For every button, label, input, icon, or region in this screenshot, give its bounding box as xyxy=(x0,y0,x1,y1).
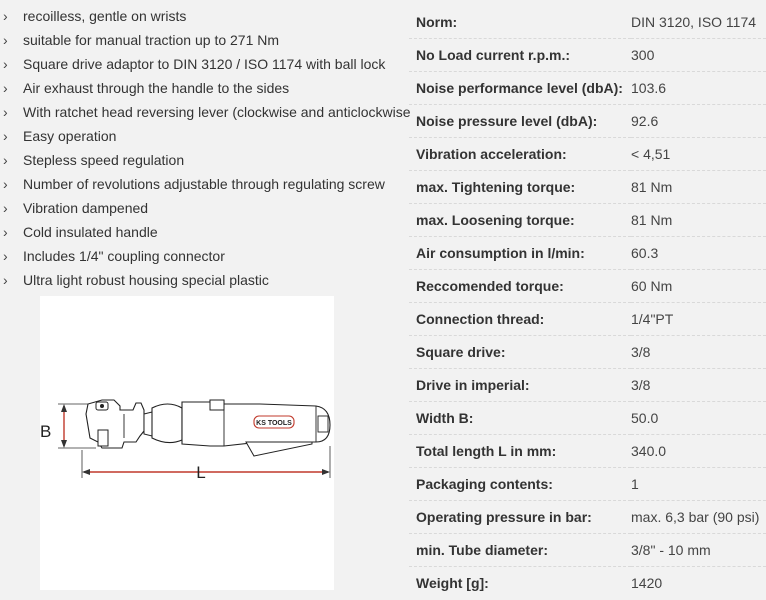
spec-label: Reccomended torque: xyxy=(409,270,631,303)
feature-text: With ratchet head reversing lever (clockwise and anticlockwise xyxy=(23,104,411,120)
spec-value: 340.0 xyxy=(631,435,766,468)
spec-label: Vibration acceleration: xyxy=(409,138,631,171)
chevron-right-icon: › xyxy=(3,104,8,120)
feature-text: Vibration dampened xyxy=(23,200,149,216)
table-row xyxy=(409,501,766,534)
spec-label: No Load current r.p.m.: xyxy=(409,39,631,72)
list-item xyxy=(0,76,412,100)
spec-label: Weight [g]: xyxy=(416,575,489,591)
spec-value: 50.0 xyxy=(631,402,766,435)
feature-text: Ultra light robust housing special plastic xyxy=(23,272,269,288)
spec-label: Total length L in mm: xyxy=(409,435,631,468)
spec-label: Noise performance level (dbA): xyxy=(409,72,631,105)
ratchet-head-outline xyxy=(86,400,144,448)
table-row xyxy=(409,138,766,171)
list-item xyxy=(0,268,412,292)
spec-label: Drive in imperial: xyxy=(409,369,631,402)
dimension-l-label: L xyxy=(196,463,206,482)
spec-value: 1420 xyxy=(631,575,663,591)
feature-text: suitable for manual traction up to 271 Nm xyxy=(23,32,280,48)
dimension-l-arrow-right xyxy=(322,469,330,475)
throttle-collar xyxy=(210,400,224,410)
chevron-right-icon: › xyxy=(3,200,8,216)
table-row xyxy=(409,72,766,105)
spec-value: 92.6 xyxy=(631,105,766,138)
feature-text: Easy operation xyxy=(23,128,117,144)
chevron-right-icon: › xyxy=(3,128,8,144)
spec-label: Operating pressure in bar: xyxy=(409,501,631,534)
list-item xyxy=(0,148,412,172)
list-item xyxy=(0,172,412,196)
chevron-right-icon: › xyxy=(3,8,8,24)
throttle-lever xyxy=(246,442,312,456)
spec-label: max. Tightening torque: xyxy=(409,171,631,204)
spec-label: Noise pressure level (dbA): xyxy=(409,105,631,138)
table-row xyxy=(409,39,766,72)
table-row xyxy=(409,204,766,237)
table-row xyxy=(409,402,766,435)
list-item xyxy=(0,28,412,52)
chevron-right-icon: › xyxy=(3,152,8,168)
spec-label: Packaging contents: xyxy=(409,468,631,501)
feature-text: Number of revolutions adjustable through regulating screw xyxy=(23,176,385,192)
spec-value: 60 Nm xyxy=(631,270,766,303)
chevron-right-icon: › xyxy=(3,272,8,288)
dimension-l-arrow-left xyxy=(82,469,90,475)
list-item xyxy=(0,220,412,244)
feature-list xyxy=(0,4,412,292)
ratchet-drawing-svg xyxy=(40,296,334,590)
spec-value: 1 xyxy=(631,468,766,501)
table-row xyxy=(409,303,766,336)
table-row xyxy=(409,369,766,402)
chevron-right-icon: › xyxy=(3,176,8,192)
housing-nose xyxy=(152,404,182,443)
list-item xyxy=(0,244,412,268)
table-row xyxy=(409,105,766,138)
list-item xyxy=(0,100,412,124)
lever-pivot xyxy=(100,404,104,408)
spec-label: Air consumption in l/min: xyxy=(409,237,631,270)
list-item xyxy=(0,196,412,220)
feature-text: Cold insulated handle xyxy=(23,224,158,240)
table-row xyxy=(409,6,766,39)
spec-value: 81 Nm xyxy=(631,171,766,204)
chevron-right-icon: › xyxy=(3,56,8,72)
table-row xyxy=(409,567,766,600)
chevron-right-icon: › xyxy=(3,80,8,96)
feature-text: Air exhaust through the handle to the sides xyxy=(23,80,290,96)
spec-value: < 4,51 xyxy=(631,138,766,171)
square-drive xyxy=(98,430,108,446)
spec-value: 81 Nm xyxy=(631,204,766,237)
spec-value: 3/8" - 10 mm xyxy=(631,534,766,567)
spec-value: 103.6 xyxy=(631,72,766,105)
feature-text: recoilless, gentle on wrists xyxy=(23,8,187,24)
dimension-b-arrow-top xyxy=(61,404,67,412)
spec-label: Square drive: xyxy=(409,336,631,369)
spec-label: max. Loosening torque: xyxy=(409,204,631,237)
neck-outline xyxy=(144,412,152,436)
chevron-right-icon: › xyxy=(3,32,8,48)
feature-text: Includes 1/4" coupling connector xyxy=(23,248,225,264)
feature-text: Stepless speed regulation xyxy=(23,152,185,168)
dimension-b-label: B xyxy=(40,422,52,441)
chevron-right-icon: › xyxy=(3,248,8,264)
dimension-b-arrow-bottom xyxy=(61,440,67,448)
spec-value: DIN 3120, ISO 1174 xyxy=(631,6,766,39)
spec-label: min. Tube diameter: xyxy=(409,534,631,567)
list-item xyxy=(0,4,412,28)
spec-value: 300 xyxy=(631,39,766,72)
spec-value: max. 6,3 bar (90 psi) xyxy=(631,501,766,534)
air-inlet xyxy=(318,416,328,432)
table-row xyxy=(409,270,766,303)
chevron-right-icon: › xyxy=(3,224,8,240)
table-row xyxy=(409,237,766,270)
feature-text: Square drive adaptor to DIN 3120 / ISO 1174 with ball lock xyxy=(23,56,386,72)
spec-label: Width B: xyxy=(409,402,631,435)
brand-logo-text: KS TOOLS xyxy=(256,420,292,427)
spec-label: Connection thread: xyxy=(409,303,631,336)
table-row xyxy=(409,435,766,468)
table-row xyxy=(409,534,766,567)
specification-table xyxy=(409,6,766,599)
table-row xyxy=(409,336,766,369)
spec-value: 3/8 xyxy=(631,369,766,402)
spec-value: 60.3 xyxy=(631,237,766,270)
spec-label: Norm: xyxy=(409,6,631,39)
list-item xyxy=(0,124,412,148)
table-row xyxy=(409,468,766,501)
list-item xyxy=(0,52,412,76)
product-dimension-drawing xyxy=(40,296,334,590)
spec-value: 1/4"PT xyxy=(631,303,766,336)
table-row xyxy=(409,171,766,204)
spec-value: 3/8 xyxy=(631,336,766,369)
